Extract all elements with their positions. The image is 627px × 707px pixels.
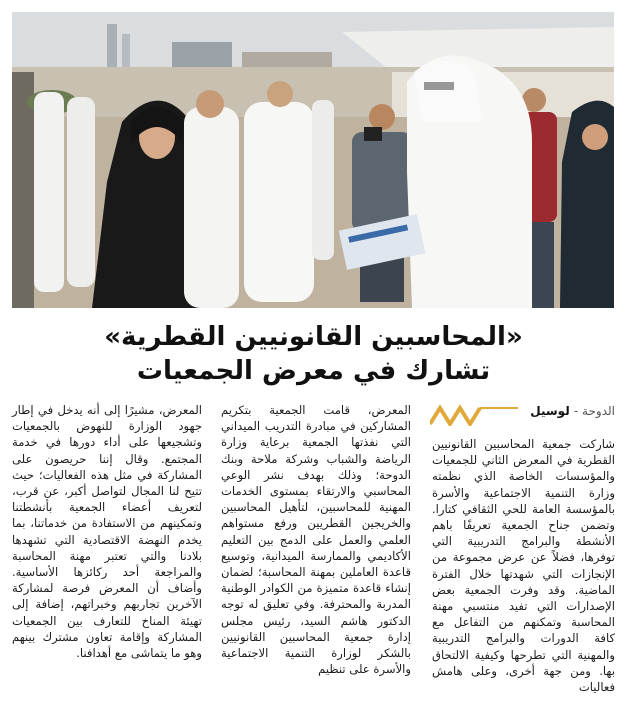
article-column-1 <box>432 436 615 695</box>
byline-source: لوسيل <box>530 404 570 418</box>
lusail-chevron-logo-icon <box>430 404 518 426</box>
article-column-2 <box>221 402 411 677</box>
byline <box>430 400 615 430</box>
article-column-3 <box>12 402 202 661</box>
headline <box>0 320 627 388</box>
article-photo <box>12 12 614 308</box>
byline-text <box>530 404 615 418</box>
column-1-text: شاركت جمعية المحاسبين القانونيين القطرية في المعرض الثاني للجمعيات والمؤسسات الخاصة الذي نظمته وزارة التنمية الاجتماعية والأسرة بالمؤسسة العامة للحي الثقافي كتارا. وتضمن جناح الجمعية تعريفًا باهم الأنشطة والبرامج التدريبية التي توفرها، فضلاً عن عرض مجموعة من الإنجازات التي شهدتها خلال الفترة الماضية. وقد وفرت الجمعية بعض الإصدارات التي تفيد منتسبي مهنة المحاسبة وتمكنهم من التفاعل مع كافة الدورات والبرامج التدريبية والمهنية التي تطرحها وكيفية الالتحاق بها. ومن جهة أخرى، وعلى هامش فعاليات <box>432 437 615 695</box>
byline-place: الدوحة - <box>573 404 615 418</box>
column-2-text: المعرض، قامت الجمعية بتكريم المشاركين في مبادرة التدريب الميداني التي نفذتها الجمعية برعاية وزارة الرياضة والشباب وشركة ملاحة وبنك الدوحة؛ وذلك بهدف نشر الوعي المحاسبي والارتقاء بمستوى الخدمات المهنية للمحاسبين، لتأهيل المحاسبين والخريجين القطريين ورفع مستواهم العلمي والعمل على الدمج بين التعليم الأكاديمي والممارسة الميدانية، وتوسيع قاعدة العاملين بمهنة المحاسبة؛ لضمان إنشاء قاعدة متميزة من الكوادر الوطنية المدربة والمحترفة. وفي تعليق له توجه الدكتور هاشم السيد، رئيس مجلس إدارة جمعية المحاسبين القانونيين بالشكر لوزارة التنمية الاجتماعية والأسرة على تنظيم <box>221 403 411 677</box>
headline-line2: تشارك في معرض الجمعيات <box>136 356 491 386</box>
column-3-text: المعرض، مشيرًا إلى أنه يدخل في إطار جهود الوزارة للنهوض بالجمعيات وتشجيعها على أداء دورها في خدمة المجتمع. وقال إننا حريصون على المشاركة في مثل هذه الفعاليات؛ حيث تتيح لنا المجال لتواصل أكبر، عن قرب، لتعريف أعضاء الجمعية بأنشطتنا وتمكينهم من الاستفادة من خدماتنا، بما يخدم النهضة الاقتصادية التي تشهدها بلادنا والتي تعتبر مهنة المحاسبة والمراجعة أحد ركائزها الأساسية. وأضاف أن المعرض فرصة لمشاركة الآخرين تجاربهم وخبراتهم، إضافة إلى تهيئة المناخ للتعارف بين الجمعيات المشاركة وإقامة تعاون مشترك بينهم وهو ما يتماشى مع أهدافنا. <box>12 403 202 661</box>
headline-line1: «المحاسبين القانونيين القطرية» <box>104 322 523 352</box>
